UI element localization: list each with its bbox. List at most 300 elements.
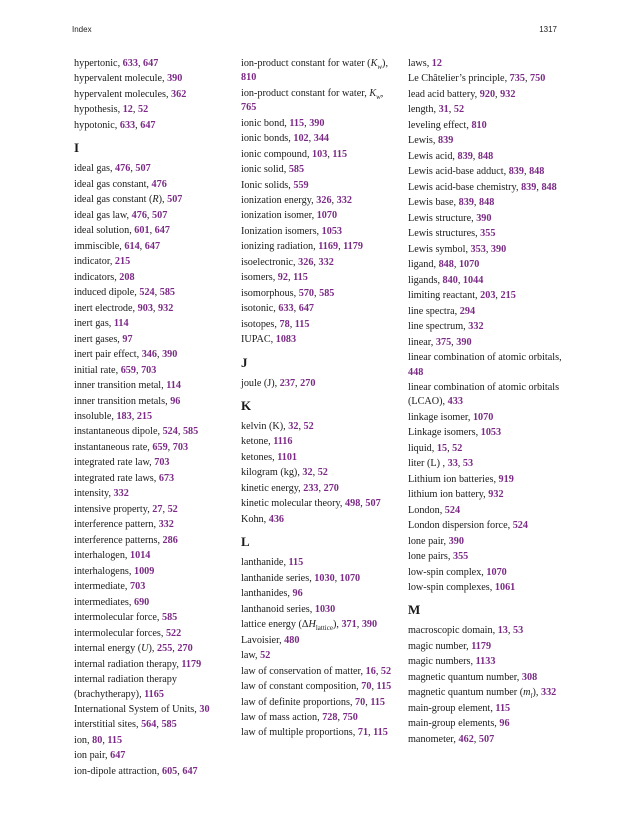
page-reference-link[interactable]: 614 (124, 240, 140, 252)
page-reference-link[interactable]: 115 (495, 702, 511, 714)
index-term: International System of Units (74, 704, 195, 715)
page-reference-link[interactable]: 647 (140, 119, 156, 131)
page-reference-link[interactable]: 71 (357, 727, 369, 739)
index-term: Ionization isomers (241, 225, 317, 237)
index-term-part: ) (382, 58, 386, 69)
page-reference-link[interactable]: 1179 (181, 658, 202, 670)
page-reference-link[interactable]: 332 (336, 194, 352, 206)
page-reference-link[interactable]: 1061 (494, 582, 516, 594)
page-reference-link[interactable]: 70 (361, 681, 372, 693)
page-reference-link[interactable]: 53 (512, 625, 524, 637)
page-reference-link[interactable]: 750 (342, 711, 358, 723)
index-term: Lavoisier (241, 634, 280, 646)
page-reference-link[interactable]: 332 (113, 488, 129, 500)
index-term-part: lattice (315, 624, 333, 633)
page-reference-link[interactable]: 32 (302, 467, 313, 479)
index-term-part: m (523, 687, 531, 699)
page-reference-link[interactable]: 585 (161, 612, 178, 624)
index-entry: ionic compound, 103, 115 (241, 148, 348, 160)
index-term: intermolecular forces (74, 627, 161, 639)
page-reference-link[interactable]: 765 (241, 102, 257, 114)
index-term: interhalogens (74, 565, 129, 577)
index-entry: Linkage isomers, 1053 (408, 427, 502, 439)
index-entry: Ionization isomers, 1053 (241, 225, 343, 237)
page-reference-link[interactable]: 1044 (462, 274, 484, 286)
page-reference-link[interactable]: 703 (154, 457, 170, 469)
page-reference-link[interactable]: 12 (431, 58, 442, 69)
index-term: hypothesis (74, 104, 118, 116)
page-reference-link[interactable]: 332 (540, 687, 557, 699)
index-entry: instantaneous rate, 659, 703 (74, 441, 189, 453)
page-reference-link[interactable]: 647 (110, 750, 126, 762)
index-term: main-group element (408, 702, 491, 714)
index-entry: low-spin complex, 1070 (408, 566, 507, 578)
page-reference-link[interactable]: 52 (453, 104, 465, 116)
page-reference-link[interactable]: 390 (162, 349, 178, 361)
index-term: hypertonic (74, 58, 118, 69)
page-reference-link[interactable]: 355 (480, 228, 496, 240)
index-letter-heading: I (74, 140, 80, 156)
index-entry: initial rate, 659, 703 (74, 364, 157, 376)
page-reference-link[interactable]: 690 (133, 596, 150, 608)
page-reference-link[interactable]: 585 (319, 287, 335, 299)
page-reference-link[interactable]: 848 (529, 166, 545, 178)
index-entry: magnetic quantum number, 308 (408, 671, 538, 683)
page-reference-link[interactable]: 507 (478, 733, 495, 745)
index-entry: hypotonic, 633, 647 (74, 119, 156, 131)
page-reference-link[interactable]: 390 (490, 243, 507, 255)
page-reference-link[interactable]: 1179 (343, 241, 363, 253)
page-reference-link[interactable]: 476 (131, 209, 147, 221)
page-reference-link[interactable]: 114 (113, 318, 129, 330)
index-term: Le Châtelier’s principle (408, 73, 505, 85)
page-reference-link[interactable]: 390 (167, 73, 183, 85)
page-reference-link[interactable]: 52 (380, 665, 392, 677)
page-reference-link[interactable]: 1014 (130, 550, 151, 562)
page-reference-link[interactable]: 362 (171, 88, 187, 100)
page-reference-link[interactable]: 115 (370, 696, 386, 708)
page-reference-link[interactable]: 436 (268, 513, 285, 525)
index-entry: ionization energy, 326, 332 (241, 194, 352, 206)
page-reference-link[interactable]: 344 (313, 133, 330, 145)
page-reference-link[interactable]: 32 (288, 420, 299, 432)
page-reference-link[interactable]: 559 (293, 179, 309, 191)
page-reference-link[interactable]: 78 (279, 318, 290, 330)
index-entry: hypervalent molecule, 390 (74, 73, 183, 85)
page-reference-link[interactable]: 1083 (275, 334, 297, 346)
index-term: insoluble (74, 410, 112, 422)
page-reference-link[interactable]: 183 (116, 410, 132, 422)
page-reference-link[interactable]: 728 (322, 711, 338, 723)
index-term: magic numbers (408, 656, 471, 668)
index-term: lone pair (408, 535, 444, 547)
index-entry: inert pair effect, 346, 390 (74, 349, 178, 361)
index-entry: interference patterns, 286 (74, 534, 178, 546)
page-reference-link[interactable]: 115 (289, 117, 305, 129)
page-reference-link[interactable]: 480 (284, 634, 300, 646)
page-reference-link[interactable]: 585 (161, 719, 177, 731)
page-reference-link[interactable]: 390 (309, 117, 325, 129)
page-reference-link[interactable]: 237 (279, 377, 296, 389)
index-entry: Kohn, 436 (241, 513, 285, 525)
page-reference-link[interactable]: 1053 (480, 427, 502, 439)
page-reference-link[interactable]: 1070 (486, 566, 507, 578)
page-reference-link[interactable]: 476 (151, 178, 167, 190)
index-term: isotopes (241, 318, 275, 330)
index-term: ketones (241, 451, 273, 463)
index-term: ionic bond (241, 117, 285, 129)
page-reference-link[interactable]: 215 (500, 290, 516, 302)
page-reference-link[interactable]: 70 (355, 696, 366, 708)
page-reference-link[interactable]: 839 (457, 150, 473, 162)
page-reference-link[interactable]: 96 (292, 588, 303, 600)
index-entry: liquid, 15, 52 (408, 442, 463, 454)
page-reference-link[interactable]: 96 (170, 395, 181, 407)
page-reference-link[interactable]: 1053 (321, 225, 343, 237)
page-reference-link[interactable]: 286 (162, 534, 178, 546)
index-entry: linear, 375, 390 (408, 336, 472, 348)
index-entry: ketones, 1101 (241, 451, 298, 463)
page-reference-link[interactable]: 270 (177, 643, 193, 655)
page-reference-link[interactable]: 524 (139, 287, 155, 299)
page-reference-link[interactable]: 80 (92, 734, 103, 746)
page-reference-link[interactable]: 326 (298, 256, 314, 268)
index-term: lanthanide series (241, 572, 310, 584)
index-term: lone pairs (408, 551, 448, 563)
page-reference-link[interactable]: 703 (141, 364, 157, 376)
page-reference-link[interactable]: 524 (512, 520, 528, 532)
index-entry: ionization isomer, 1070 (241, 210, 338, 222)
page-reference-link[interactable]: 390 (361, 619, 378, 631)
index-term-part: l (530, 692, 533, 701)
page-reference-link[interactable]: 448 (408, 366, 424, 378)
page-reference-link[interactable]: 13 (497, 625, 508, 637)
index-entry: internal radiation therapy (brachytherapy), 1165 (74, 674, 177, 700)
index-term: liquid (408, 442, 432, 454)
index-term: law of multiple proportions (241, 727, 353, 739)
page-reference-link[interactable]: 601 (134, 225, 150, 237)
page-reference-link[interactable]: 848 (541, 181, 557, 193)
index-term: isomers (241, 272, 273, 284)
page-reference-link[interactable]: 585 (159, 287, 176, 299)
page-reference-link[interactable]: 848 (479, 197, 495, 209)
page-reference-link[interactable]: 33 (447, 458, 458, 470)
page-reference-link[interactable]: 16 (365, 665, 376, 677)
page-reference-link[interactable]: 371 (341, 619, 357, 631)
page-reference-link[interactable]: 1169 (318, 241, 339, 253)
page-reference-link[interactable]: 115 (294, 318, 310, 330)
page-reference-link[interactable]: 585 (182, 426, 199, 438)
page-reference-link[interactable]: 390 (448, 535, 464, 547)
index-term-part: ion-product constant for water, (241, 87, 370, 99)
page-reference-link[interactable]: 564 (141, 719, 157, 731)
page-reference-link[interactable]: 346 (141, 349, 157, 361)
page-reference-link[interactable]: 355 (452, 551, 469, 563)
page-reference-link[interactable]: 1101 (277, 451, 298, 463)
index-entry: Lewis structure, 390 (408, 212, 492, 224)
index-entry: lanthanide series, 1030, 1070 (241, 572, 361, 584)
index-term: Lewis base (408, 197, 454, 209)
page-reference-link[interactable]: 605 (161, 765, 178, 777)
page-reference-link[interactable]: 12 (122, 104, 133, 116)
index-term-part: ) (532, 687, 536, 699)
page-reference-link[interactable]: 1030 (314, 572, 335, 584)
index-term: instantaneous rate (74, 441, 148, 453)
page-reference-link[interactable]: 522 (165, 627, 182, 639)
index-entry: lead acid battery, 920, 932 (408, 88, 516, 100)
page-reference-link[interactable]: 294 (459, 305, 476, 317)
page-reference-link[interactable]: 848 (477, 150, 494, 162)
index-entry: ligands, 840, 1044 (408, 274, 484, 286)
page-reference-link[interactable]: 53 (462, 458, 474, 470)
index-term: isotonic (241, 303, 274, 315)
page-reference-link[interactable]: 353 (470, 243, 486, 255)
page-reference-link[interactable]: 208 (119, 271, 135, 283)
page-reference-link[interactable]: 570 (298, 287, 315, 299)
page-reference-link[interactable]: 52 (260, 650, 271, 662)
page-reference-link[interactable]: 326 (316, 194, 332, 206)
index-entry: instantaneous dipole, 524, 585 (74, 426, 199, 438)
page-reference-link[interactable]: 810 (471, 119, 487, 131)
index-entry: line spectra, 294 (408, 305, 476, 317)
page-reference-link[interactable]: 524 (444, 504, 461, 516)
page-reference-link[interactable]: 115 (376, 681, 392, 693)
page-reference-link[interactable]: 507 (152, 209, 168, 221)
page-reference-link[interactable]: 476 (115, 163, 131, 175)
running-header-section: Index (72, 25, 92, 34)
page-reference-link[interactable]: 498 (345, 498, 361, 510)
index-term: Lewis acid-base chemistry (408, 181, 516, 193)
page-reference-link[interactable]: 92 (277, 272, 288, 284)
index-entry: induced dipole, 524, 585 (74, 287, 176, 299)
index-term-part: w (377, 63, 383, 72)
index-letter-heading: L (241, 534, 250, 550)
page-reference-link[interactable]: 52 (303, 420, 314, 432)
index-term: kilogram (kg) (241, 467, 298, 479)
page-reference-link[interactable]: 1070 (339, 572, 361, 584)
page-reference-link[interactable]: 1070 (316, 210, 338, 222)
page-reference-link[interactable]: 115 (332, 148, 348, 160)
index-entry: isotopes, 78, 115 (241, 318, 310, 330)
page-reference-link[interactable]: 52 (137, 104, 149, 116)
index-entry: ion-product constant for water, $K_w$, 765 (241, 87, 384, 114)
index-term: limiting reactant (408, 290, 476, 302)
page-reference-link[interactable]: 115 (288, 557, 304, 569)
index-term: induced dipole (74, 287, 135, 299)
index-term: London dispersion force (408, 520, 508, 532)
index-term-part: magnetic quantum number ( (408, 687, 524, 699)
index-term: indicators (74, 271, 115, 283)
page-reference-link[interactable]: 647 (144, 240, 161, 252)
page-reference-link[interactable]: 30 (199, 704, 210, 715)
index-term: laws (408, 58, 427, 69)
index-term: lithium ion battery (408, 489, 484, 501)
index-term: indicator (74, 256, 110, 268)
page-reference-link[interactable]: 750 (530, 73, 546, 85)
page-reference-link[interactable]: 308 (521, 671, 538, 683)
page-reference-link[interactable]: 1070 (472, 411, 494, 423)
index-entry: law of multiple proportions, 71, 115 (241, 727, 388, 739)
index-entry: magnetic quantum number $(m_l)$, 332 (408, 687, 557, 701)
page-reference-link[interactable]: 1165 (144, 688, 164, 700)
page-reference-link[interactable]: 633 (122, 58, 138, 69)
index-entry: intermediate, 703 (74, 581, 146, 593)
index-term-part: K (370, 58, 378, 69)
page-reference-link[interactable]: 659 (152, 441, 168, 453)
page-reference-link[interactable]: 647 (298, 303, 315, 315)
page-reference-link[interactable]: 647 (154, 225, 170, 237)
index-entry: leveling effect, 810 (408, 119, 487, 131)
page-reference-link[interactable]: 903 (137, 302, 153, 314)
page-reference-link[interactable]: 203 (480, 290, 496, 302)
page-reference-link[interactable]: 633 (119, 119, 136, 131)
index-entry: magic numbers, 1133 (408, 656, 496, 668)
index-term: instantaneous dipole (74, 426, 158, 438)
page-reference-link[interactable]: 839 (438, 135, 454, 147)
index-term-part: w (376, 92, 381, 101)
page-reference-link[interactable]: 31 (438, 104, 449, 116)
index-term: initial rate (74, 364, 116, 376)
index-term: joule (J) (241, 377, 275, 389)
index-entry: ion-product constant for water $(K_w)$, 810 (241, 58, 388, 84)
page-reference-link[interactable]: 52 (452, 442, 463, 454)
page-reference-link[interactable]: 102 (293, 133, 309, 145)
page-reference-link[interactable]: 332 (158, 519, 174, 531)
page-reference-link[interactable]: 1179 (471, 640, 492, 652)
page-reference-link[interactable]: 848 (438, 259, 454, 271)
page-reference-link[interactable]: 840 (442, 274, 458, 286)
index-entry: isomorphous, 570, 585 (241, 287, 335, 299)
index-term-part: ) (158, 194, 163, 206)
page-reference-link[interactable]: 932 (488, 489, 504, 501)
page-reference-link[interactable]: 114 (166, 380, 181, 392)
index-entry: IUPAC, 1083 (241, 334, 297, 346)
page-reference-link[interactable]: 52 (167, 503, 178, 515)
index-term: Linkage isomers (408, 427, 476, 439)
index-term: linkage isomer (408, 411, 468, 423)
index-term: intermolecular force (74, 612, 157, 624)
page-reference-link[interactable]: 647 (143, 58, 159, 69)
page-reference-link[interactable]: 332 (468, 321, 484, 333)
page-reference-link[interactable]: 1116 (273, 436, 293, 448)
page-reference-link[interactable]: 524 (162, 426, 178, 438)
index-term: length (408, 104, 434, 116)
page-reference-link[interactable]: 735 (509, 73, 525, 85)
page-reference-link[interactable]: 115 (373, 727, 388, 739)
page-reference-link[interactable]: 233 (303, 482, 319, 494)
index-entry: lanthanide, 115 (241, 557, 304, 569)
page-reference-link[interactable]: 375 (435, 336, 452, 348)
index-term: IUPAC (241, 334, 271, 346)
index-entry: lone pair, 390 (408, 535, 464, 547)
page-reference-link[interactable]: 270 (323, 482, 339, 494)
index-term: low-spin complexes (408, 582, 490, 594)
page-reference-link[interactable]: 27 (152, 503, 163, 515)
index-term: linear combination of atomic orbitals (LCAO) (408, 381, 560, 408)
index-entry: intermolecular forces, 522 (74, 627, 182, 639)
page-reference-link[interactable]: 839 (458, 197, 474, 209)
page-reference-link[interactable]: 920 (479, 88, 496, 100)
page-reference-link[interactable]: 1070 (458, 259, 480, 271)
index-entry: isomers, 92, 115 (241, 272, 308, 284)
page-reference-link[interactable]: 919 (498, 473, 514, 485)
index-term: lanthanide (241, 557, 284, 569)
index-term: intensive property (74, 503, 148, 515)
page-reference-link[interactable]: 839 (521, 181, 537, 193)
page-reference-link[interactable]: 115 (107, 734, 123, 746)
index-term: interstitial sites (74, 719, 136, 731)
index-term: main-group elements (408, 718, 495, 730)
page-reference-link[interactable]: 52 (317, 467, 328, 479)
index-entry: intensive property, 27, 52 (74, 503, 178, 515)
page-reference-link[interactable]: 507 (365, 498, 381, 510)
page-reference-link[interactable]: 215 (114, 256, 131, 268)
page-reference-link[interactable]: 647 (182, 765, 198, 777)
index-term-part: U (141, 643, 149, 655)
page-reference-link[interactable]: 673 (158, 472, 175, 484)
index-entry: ideal gas constant (R), 507 (74, 194, 183, 206)
page-reference-link[interactable]: 507 (167, 194, 183, 206)
index-entry: ideal gas constant, 476 (74, 178, 167, 190)
index-term: internal radiation therapy (74, 658, 177, 670)
page-reference-link[interactable]: 932 (158, 302, 174, 314)
page-reference-link[interactable]: 1133 (475, 656, 496, 668)
index-term: Lewis structures (408, 228, 476, 240)
index-term: inert gas (74, 318, 109, 330)
page-reference-link[interactable]: 433 (447, 396, 463, 408)
index-entry: interhalogen, 1014 (74, 550, 151, 562)
page-reference-link[interactable]: 15 (436, 442, 448, 454)
index-term: line spectrum (408, 321, 464, 333)
index-entry: indicators, 208 (74, 271, 135, 283)
index-entry: hypertonic, 633, 647 (74, 58, 159, 69)
index-entry: internal radiation therapy, 1179 (74, 658, 202, 670)
index-column-2 (241, 57, 401, 742)
page-reference-link[interactable]: 507 (135, 163, 151, 175)
page-reference-link[interactable]: 633 (278, 303, 294, 315)
page-reference-link[interactable]: 839 (508, 166, 524, 178)
index-term-part: lattice energy (Δ (241, 619, 309, 631)
page-reference-link[interactable]: 390 (456, 336, 472, 348)
index-entry: law of constant composition, 70, 115 (241, 681, 392, 693)
index-term: ion-dipole attraction (74, 765, 157, 777)
page-reference-link[interactable]: 659 (120, 364, 136, 376)
index-entry: laws, 12 (408, 58, 442, 69)
page-reference-link[interactable]: 97 (122, 333, 133, 345)
index-term: hypotonic (74, 119, 115, 131)
page-reference-link[interactable]: 332 (318, 256, 334, 268)
page-reference-link[interactable]: 103 (312, 148, 328, 160)
index-term: ideal gas (74, 163, 110, 175)
page-reference-link[interactable]: 810 (241, 72, 257, 84)
page-reference-link[interactable]: 270 (300, 377, 316, 389)
page-reference-link[interactable]: 1030 (314, 603, 336, 615)
page-reference-link[interactable]: 1009 (133, 565, 155, 577)
page-reference-link[interactable]: 703 (172, 441, 189, 453)
page-reference-link[interactable]: 390 (476, 212, 492, 224)
page-reference-link[interactable]: 703 (130, 581, 146, 593)
page-reference-link[interactable]: 932 (500, 88, 516, 100)
page-reference-link[interactable]: 115 (293, 272, 308, 284)
page-reference-link[interactable]: 585 (288, 164, 305, 176)
page-reference-link[interactable]: 215 (136, 410, 153, 422)
index-entry: kinetic molecular theory, 498, 507 (241, 498, 381, 510)
page-reference-link[interactable]: 96 (499, 718, 510, 730)
index-entry: kinetic energy, 233, 270 (241, 482, 339, 494)
page-reference-link[interactable]: 462 (458, 733, 474, 745)
index-entry: Lavoisier, 480 (241, 634, 300, 646)
page-reference-link[interactable]: 255 (157, 643, 173, 655)
